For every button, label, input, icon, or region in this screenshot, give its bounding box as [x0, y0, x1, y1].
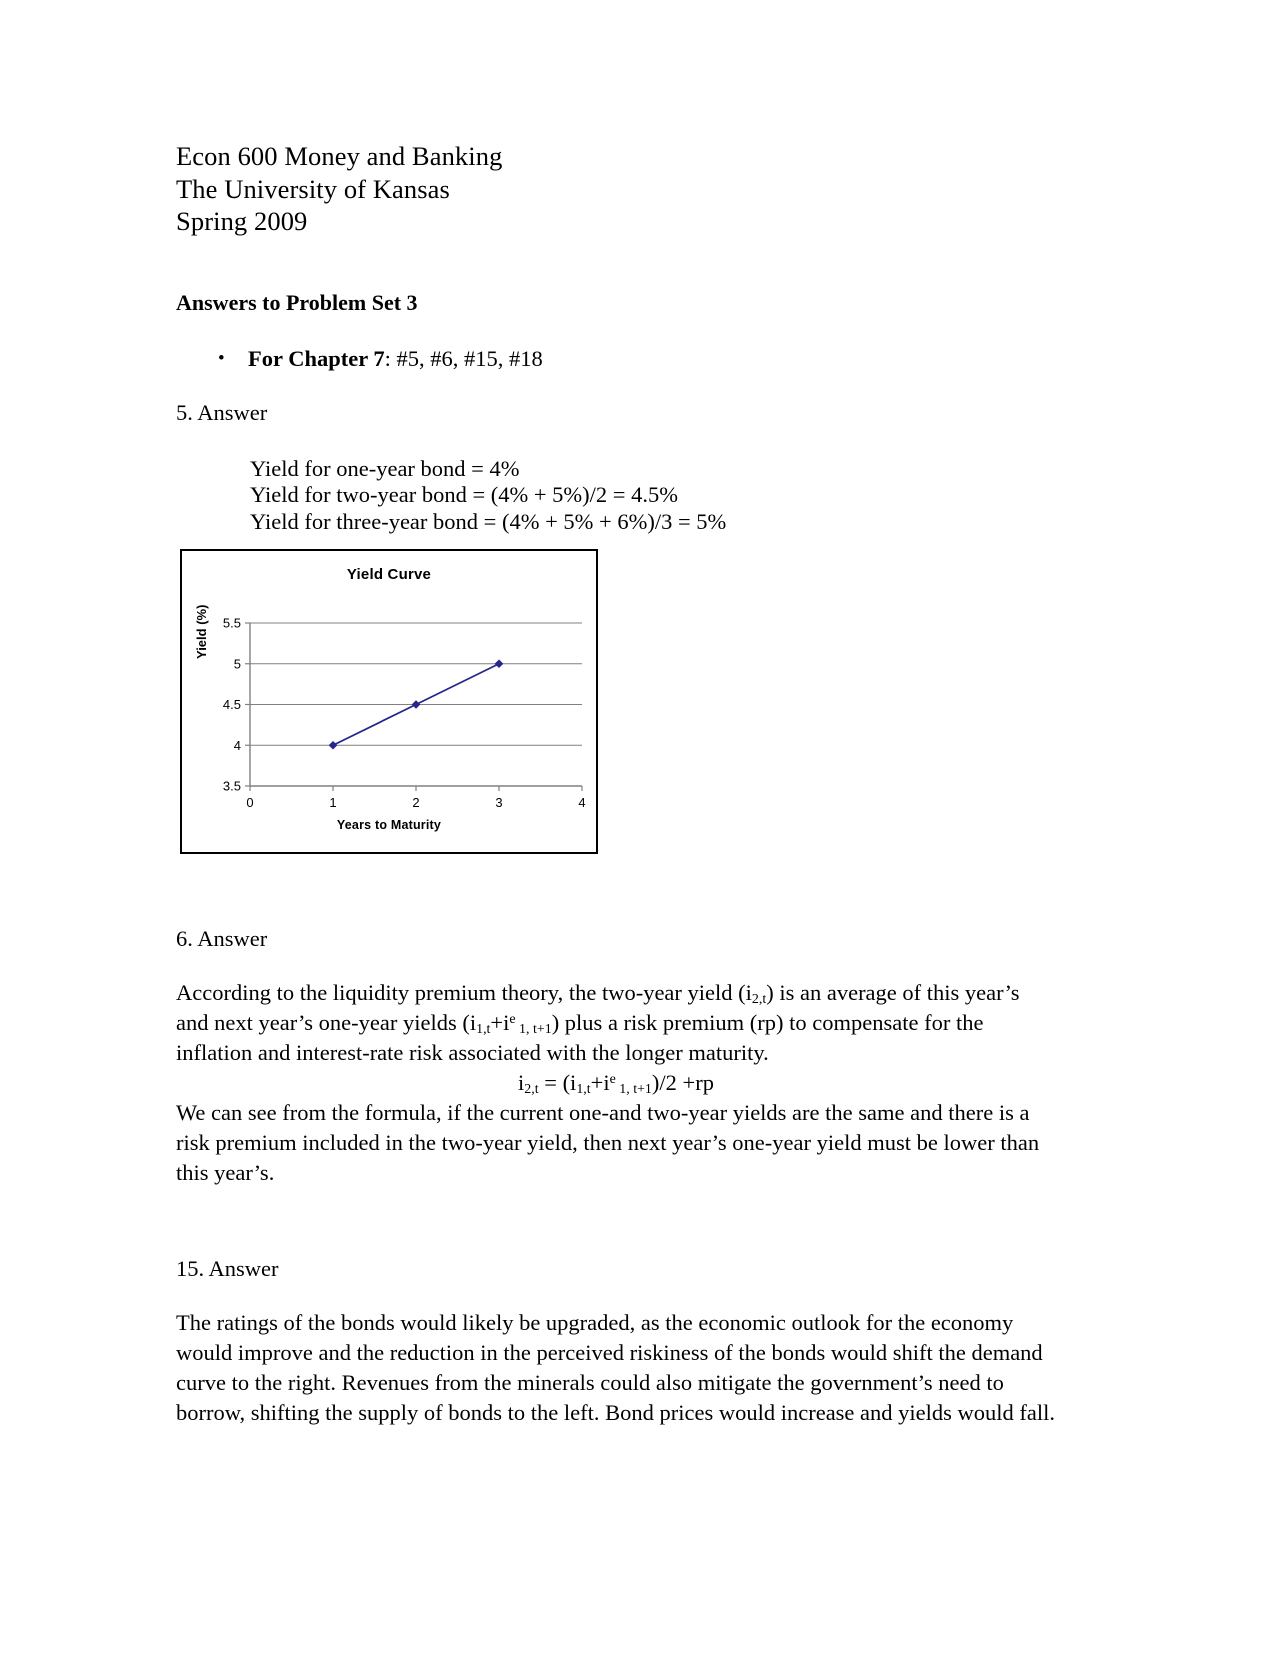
formula-text-2: = (i — [538, 1070, 577, 1095]
q6-sup-1: e — [509, 1012, 516, 1028]
svg-text:2: 2 — [412, 795, 420, 810]
answer-heading-6: 6. Answer — [176, 926, 268, 951]
answer-15-paragraph: The ratings of the bonds would likely be upgraded, as the economic outlook for the economy would improve and the reduction in the perceived riskiness of the bonds would shift the demand curve to the right. Revenues from the minerals could also mitigate the government’s need to borrow, shifting the supply of bonds to the left. Bond prices would increase and yields would fall. — [176, 1310, 1056, 1425]
page-title: Answers to Problem Set 3 — [176, 289, 418, 315]
formula-sub-3: 1, t+1 — [615, 1082, 652, 1098]
chapter-bullet-label — [248, 346, 543, 372]
liquidity-premium-formula — [176, 1068, 1056, 1098]
q6-text-2: ) is an average of this year’s and next year’s one-year yields (i — [176, 980, 1020, 1035]
answer-heading-15: 15. Answer — [176, 1256, 279, 1281]
formula-text-4: )/2 +rp — [651, 1070, 714, 1095]
chapter-bullet-bold: For Chapter 7 — [248, 345, 385, 371]
course-title: Econ 600 Money and Banking — [176, 141, 503, 171]
svg-text:1: 1 — [329, 795, 337, 810]
yield-curve-chart — [180, 549, 598, 854]
chapter-bullet-item — [218, 346, 1056, 372]
q6-text-4: ) plus a risk premium (rp) to compensate for the inflation and interest-rate risk associated with the longer maturity. — [176, 1010, 984, 1065]
yield-line-two-year: Yield for two-year bond = (4% + 5%)/2 = 4.5% — [250, 482, 678, 507]
document-content — [176, 140, 1056, 1428]
svg-text:3.5: 3.5 — [222, 778, 241, 794]
yield-calculations — [250, 456, 1056, 536]
q6-sub-3: 1, t+1 — [515, 1022, 552, 1038]
answer-heading-5: 5. Answer — [176, 399, 268, 425]
svg-text:0: 0 — [246, 795, 254, 810]
svg-text:3: 3 — [495, 795, 503, 810]
svg-text:5: 5 — [233, 656, 241, 672]
bullet-icon: • — [218, 347, 225, 369]
formula-sub-2: 1,t — [576, 1082, 591, 1098]
svg-text:4: 4 — [578, 795, 586, 810]
formula-sup-1: e — [609, 1072, 616, 1088]
chart-x-axis-label: Years to Maturity — [336, 818, 442, 832]
yield-line-one-year: Yield for one-year bond = 4% — [250, 455, 520, 481]
chart-plot-area — [182, 551, 596, 852]
svg-text:4.5: 4.5 — [222, 697, 241, 712]
svg-text:5.5: 5.5 — [222, 615, 241, 631]
svg-text:4: 4 — [233, 737, 241, 753]
q6-sub-1: 2,t — [751, 992, 767, 1008]
yield-line-three-year: Yield for three-year bond = (4% + 5% + 6%)/3 = 5% — [250, 508, 727, 534]
chart-y-axis-label: Yield (%) — [194, 604, 209, 659]
institution-name: The University of Kansas — [176, 173, 450, 204]
formula-text-3: +i — [590, 1070, 610, 1095]
chapter-bullet-rest: : #5, #6, #15, #18 — [384, 345, 543, 371]
q6-sub-2: 1,t — [476, 1022, 491, 1038]
answer-6-paragraph-2: We can see from the formula, if the current one-and two-year yields are the same and there is a risk premium included in the two-year yield, then next year’s one-year yield must be lower than this year’s. — [176, 1100, 1040, 1185]
formula-sub-1: 2,t — [524, 1082, 539, 1098]
term-name: Spring 2009 — [176, 206, 308, 236]
chart-title: Yield Curve — [346, 566, 432, 583]
formula-text-1: i — [518, 1070, 525, 1095]
q6-text-1: According to the liquidity premium theory, the two-year yield (i — [176, 980, 752, 1005]
q6-text-3: +i — [490, 1010, 510, 1035]
answer-6-paragraph-1 — [176, 978, 1056, 1068]
